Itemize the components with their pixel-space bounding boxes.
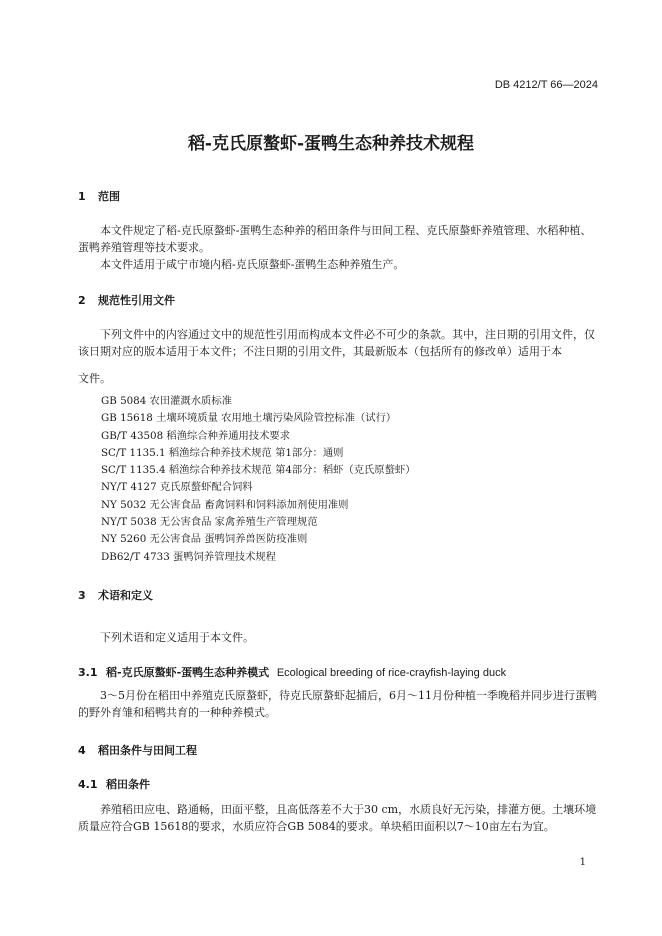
- reference-item: GB 15618 土壤环境质量 农用地土壤污染风险管控标准（试行）: [101, 412, 397, 425]
- section-3-paragraph-1: 下列术语和定义适用于本文件。: [100, 631, 254, 644]
- reference-item: SC/T 1135.1 稻渔综合种养技术规范 第1部分：通则: [101, 446, 344, 459]
- subsection-4-1-paragraph: 养殖稻田应电、路通畅，田面平整，且高低落差不大于30 cm，水质良好无污染，排灌方便。土壤环境质量应符合GB 15618的要求，水质应符合GB 5084的要求。单块稻田面积以7～10亩左右为宜。: [78, 803, 597, 833]
- subsection-3-1-title-english: Ecological breeding of rice-crayfish-laying duck: [276, 667, 507, 679]
- section-2-paragraph-1-end: 文件。: [78, 372, 111, 385]
- section-1-heading: [78, 188, 120, 204]
- reference-list: [101, 393, 416, 566]
- reference-item: NY 5260 无公害食品 蛋鸭饲养兽医防疫准则: [101, 533, 308, 546]
- reference-item: DB62/T 4733 蛋鸭饲养管理技术规程: [101, 550, 276, 563]
- section-1-paragraph-1: 本文件规定了稻-克氏原螯虾-蛋鸭生态种养的稻田条件与田间工程、克氏原螯虾养殖管理、水稻种植、蛋鸭养殖管理等技术要求。: [78, 224, 592, 254]
- section-1-number: 1: [78, 190, 86, 203]
- section-4-title: 稻田条件与田间工程: [98, 744, 197, 757]
- reference-item: SC/T 1135.4 稻渔综合种养技术规范 第4部分：稻虾（克氏原螯虾）: [101, 464, 416, 477]
- subsection-4-1-title: 稻田条件: [106, 778, 150, 791]
- document-number: DB 4212/T 66—2024: [494, 79, 598, 91]
- reference-item: NY/T 5038 无公害食品 家禽养殖生产管理规范: [101, 516, 318, 529]
- section-1-paragraph-2: 本文件适用于咸宁市境内稻-克氏原螯虾-蛋鸭生态种养殖生产。: [100, 258, 405, 271]
- section-2-number: 2: [78, 294, 86, 307]
- section-1-title: 范围: [98, 190, 120, 203]
- reference-item: NY 5032 无公害食品 畜禽饲料和饲料添加剂使用准则: [101, 498, 349, 511]
- section-2-title: 规范性引用文件: [98, 294, 175, 307]
- section-3-heading: [78, 587, 153, 603]
- section-2-heading: [78, 292, 175, 308]
- subsection-4-1-number: 4.1: [78, 778, 98, 791]
- section-3-number: 3: [78, 589, 86, 602]
- document-title: 稻-克氏原螯虾-蛋鸭生态种养技术规程: [187, 134, 475, 154]
- reference-item: GB/T 43508 稻渔综合种养通用技术要求: [101, 429, 290, 442]
- subsection-3-1-number: 3.1: [78, 666, 98, 679]
- subsection-3-1-paragraph: 3～5月份在稻田中养殖克氏原螯虾，待克氏原螯虾起捕后，6月～11月份种植一季晚稻并同步进行蛋鸭的野外育雏和稻鸭共育的一种种养模式。: [78, 689, 597, 719]
- subsection-4-1-heading: [78, 776, 150, 792]
- subsection-3-1-title: 稻-克氏原螯虾-蛋鸭生态种养模式: [106, 666, 270, 679]
- subsection-3-1-heading: [78, 664, 506, 680]
- reference-item: NY/T 4127 克氏原螯虾配合饲料: [101, 481, 253, 494]
- section-4-heading: [78, 742, 197, 758]
- reference-item: GB 5084 农田灌溉水质标准: [101, 395, 232, 407]
- section-4-number: 4: [78, 744, 86, 757]
- section-2-paragraph-1: 下列文件中的内容通过文中的规范性引用而构成本文件必不可少的条款。其中，注日期的引用文件，仅该日期对应的版本适用于本文件；不注日期的引用文件，其最新版本（包括所有的修改单）适用于本: [78, 328, 595, 358]
- section-3-title: 术语和定义: [98, 589, 153, 602]
- page-number: 1: [579, 857, 586, 868]
